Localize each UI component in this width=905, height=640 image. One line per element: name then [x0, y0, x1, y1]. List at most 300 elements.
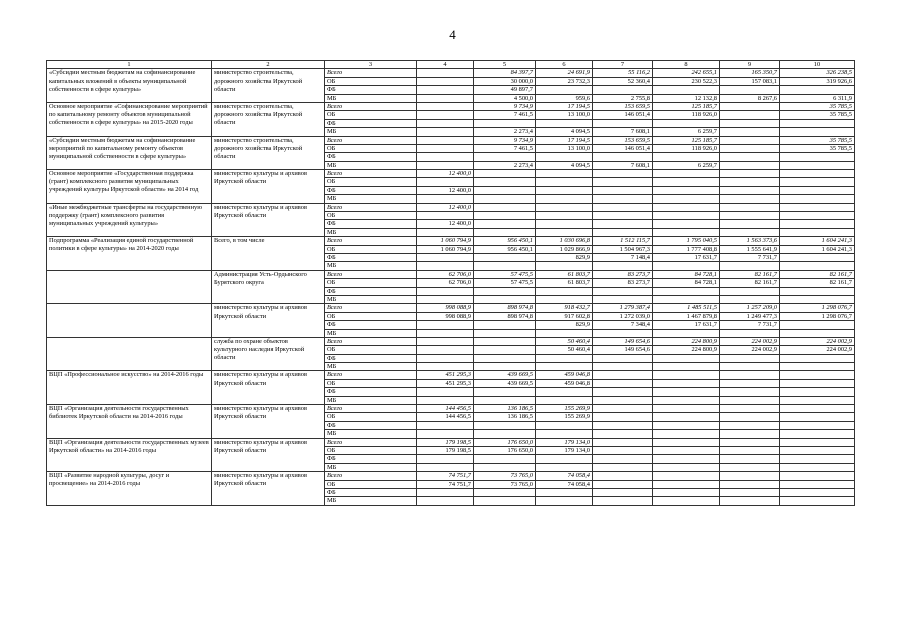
amount-cell: 84 728,1	[653, 279, 720, 287]
amount-cell	[593, 413, 653, 421]
amount-cell	[720, 295, 780, 303]
table-row	[47, 136, 855, 144]
amount-cell	[417, 253, 474, 261]
amount-cell	[474, 203, 536, 211]
amount-cell	[780, 295, 855, 303]
amount-cell	[653, 472, 720, 480]
amount-cell	[474, 287, 536, 295]
amount-cell: 6 259,7	[653, 161, 720, 169]
amount-cell: 998 088,9	[417, 304, 474, 312]
responsible-cell: министерство строительства, дорожного хозяйства Иркутской области	[212, 102, 325, 136]
amount-cell	[417, 337, 474, 345]
table-row	[47, 337, 855, 345]
amount-cell: 12 400,0	[417, 186, 474, 194]
amount-cell: 35 785,5	[780, 136, 855, 144]
funding-source-cell: ФБ	[325, 186, 417, 194]
activity-name-cell: Подпрограмма «Реализация единой государственной политики в сфере культуры» на 2014-2020 годы	[47, 237, 212, 271]
funding-source-cell: ФБ	[325, 388, 417, 396]
amount-cell: 179 134,0	[536, 446, 593, 454]
amount-cell: 149 654,6	[593, 337, 653, 345]
column-header: 2	[212, 61, 325, 69]
amount-cell: 1 795 040,5	[653, 237, 720, 245]
funding-source-cell: Всего	[325, 371, 417, 379]
amount-cell: 1 604 241,3	[780, 237, 855, 245]
amount-cell: 62 706,0	[417, 270, 474, 278]
amount-cell: 179 198,5	[417, 446, 474, 454]
amount-cell: 155 269,9	[536, 405, 593, 413]
amount-cell	[474, 220, 536, 228]
amount-cell: 136 186,5	[474, 405, 536, 413]
amount-cell: 146 051,4	[593, 144, 653, 152]
amount-cell	[780, 170, 855, 178]
amount-cell: 50 460,4	[536, 337, 593, 345]
amount-cell: 7 348,4	[593, 321, 653, 329]
amount-cell: 319 926,6	[780, 77, 855, 85]
amount-cell	[653, 413, 720, 421]
funding-source-cell: ОБ	[325, 346, 417, 354]
amount-cell	[653, 203, 720, 211]
table-row	[47, 472, 855, 480]
amount-cell	[474, 195, 536, 203]
amount-cell	[474, 488, 536, 496]
amount-cell	[720, 203, 780, 211]
amount-cell	[780, 329, 855, 337]
amount-cell	[720, 287, 780, 295]
amount-cell	[474, 337, 536, 345]
amount-cell: 12 400,0	[417, 203, 474, 211]
amount-cell	[780, 455, 855, 463]
amount-cell	[417, 77, 474, 85]
amount-cell	[653, 295, 720, 303]
amount-cell: 55 116,2	[593, 69, 653, 77]
table-row	[47, 237, 855, 245]
amount-cell	[780, 463, 855, 471]
amount-cell	[536, 396, 593, 404]
amount-cell: 179 198,5	[417, 438, 474, 446]
amount-cell: 2 273,4	[474, 128, 536, 136]
amount-cell	[417, 69, 474, 77]
amount-cell	[417, 346, 474, 354]
table-row	[47, 170, 855, 178]
amount-cell	[720, 170, 780, 178]
amount-cell: 829,9	[536, 321, 593, 329]
activity-name-cell: «Иные межбюджетные трансферты на государственную поддержку (грант) комплексного развития муниципальных учреждений культуры»	[47, 203, 212, 237]
amount-cell	[417, 144, 474, 152]
amount-cell	[536, 186, 593, 194]
amount-cell	[417, 388, 474, 396]
amount-cell: 2 755,8	[593, 94, 653, 102]
amount-cell: 7 731,7	[720, 321, 780, 329]
amount-cell	[780, 253, 855, 261]
table-row	[47, 405, 855, 413]
amount-cell	[780, 363, 855, 371]
amount-cell: 4 094,5	[536, 161, 593, 169]
amount-cell	[417, 497, 474, 505]
column-header: 7	[593, 61, 653, 69]
amount-cell: 1 249 477,3	[720, 312, 780, 320]
amount-cell	[593, 463, 653, 471]
amount-cell: 23 732,3	[536, 77, 593, 85]
amount-cell	[720, 438, 780, 446]
column-header: 8	[653, 61, 720, 69]
amount-cell: 459 046,8	[536, 371, 593, 379]
amount-cell	[720, 388, 780, 396]
amount-cell: 8 267,6	[720, 94, 780, 102]
amount-cell	[720, 396, 780, 404]
amount-cell	[593, 195, 653, 203]
amount-cell: 84 728,1	[653, 270, 720, 278]
amount-cell: 149 654,6	[593, 346, 653, 354]
amount-cell	[593, 396, 653, 404]
amount-cell	[474, 186, 536, 194]
amount-cell	[653, 119, 720, 127]
amount-cell	[417, 295, 474, 303]
amount-cell	[593, 228, 653, 236]
amount-cell	[780, 371, 855, 379]
amount-cell: 9 734,9	[474, 136, 536, 144]
amount-cell: 1 298 076,7	[780, 304, 855, 312]
funding-source-cell: ФБ	[325, 86, 417, 94]
amount-cell: 7 608,1	[593, 161, 653, 169]
funding-source-cell: МБ	[325, 295, 417, 303]
amount-cell: 73 765,0	[474, 480, 536, 488]
amount-cell	[417, 212, 474, 220]
amount-cell: 118 926,0	[653, 111, 720, 119]
amount-cell: 1 298 076,7	[780, 312, 855, 320]
amount-cell: 17 631,7	[653, 253, 720, 261]
amount-cell	[720, 102, 780, 110]
amount-cell	[653, 363, 720, 371]
funding-source-cell: ФБ	[325, 253, 417, 261]
amount-cell: 224 002,9	[720, 337, 780, 345]
funding-source-cell: Всего	[325, 69, 417, 77]
amount-cell	[720, 488, 780, 496]
amount-cell	[780, 186, 855, 194]
amount-cell	[474, 430, 536, 438]
amount-cell	[536, 212, 593, 220]
amount-cell	[653, 463, 720, 471]
amount-cell	[720, 329, 780, 337]
amount-cell	[536, 329, 593, 337]
amount-cell	[653, 153, 720, 161]
amount-cell	[593, 421, 653, 429]
amount-cell: 1 060 794,9	[417, 237, 474, 245]
amount-cell	[417, 136, 474, 144]
amount-cell	[474, 119, 536, 127]
amount-cell: 24 691,9	[536, 69, 593, 77]
amount-cell: 224 002,9	[780, 346, 855, 354]
funding-source-cell: Всего	[325, 237, 417, 245]
amount-cell	[536, 86, 593, 94]
amount-cell	[536, 170, 593, 178]
amount-cell: 74 058,4	[536, 472, 593, 480]
responsible-cell: Всего, в том числе	[212, 237, 325, 271]
amount-cell: 918 432,7	[536, 304, 593, 312]
amount-cell: 230 522,3	[653, 77, 720, 85]
amount-cell	[653, 497, 720, 505]
amount-cell: 898 974,8	[474, 304, 536, 312]
amount-cell: 959,6	[536, 94, 593, 102]
activity-name-cell	[47, 270, 212, 304]
amount-cell: 451 295,3	[417, 371, 474, 379]
amount-cell: 224 800,9	[653, 337, 720, 345]
funding-source-cell: ОБ	[325, 111, 417, 119]
amount-cell: 956 450,1	[474, 245, 536, 253]
amount-cell	[653, 488, 720, 496]
table-row	[47, 270, 855, 278]
amount-cell	[417, 455, 474, 463]
amount-cell: 829,9	[536, 253, 593, 261]
amount-cell	[417, 321, 474, 329]
amount-cell: 57 475,5	[474, 279, 536, 287]
amount-cell: 49 897,7	[474, 86, 536, 94]
amount-cell	[593, 153, 653, 161]
amount-cell	[653, 446, 720, 454]
amount-cell: 176 650,0	[474, 438, 536, 446]
amount-cell	[720, 405, 780, 413]
responsible-cell: Администрация Усть-Ордынского Бурятского округа	[212, 270, 325, 304]
amount-cell: 224 002,9	[720, 346, 780, 354]
amount-cell	[474, 321, 536, 329]
funding-source-cell: ОБ	[325, 312, 417, 320]
amount-cell	[720, 262, 780, 270]
amount-cell	[720, 111, 780, 119]
funding-source-cell: Всего	[325, 472, 417, 480]
amount-cell: 144 456,5	[417, 405, 474, 413]
amount-cell: 12 132,8	[653, 94, 720, 102]
funding-source-cell: МБ	[325, 396, 417, 404]
amount-cell	[653, 371, 720, 379]
amount-cell: 6 259,7	[653, 128, 720, 136]
funding-source-cell: ОБ	[325, 413, 417, 421]
amount-cell	[780, 413, 855, 421]
amount-cell	[593, 438, 653, 446]
column-header: 10	[780, 61, 855, 69]
amount-cell	[653, 220, 720, 228]
amount-cell	[780, 354, 855, 362]
amount-cell: 12 400,0	[417, 220, 474, 228]
funding-source-cell: ОБ	[325, 379, 417, 387]
amount-cell	[720, 463, 780, 471]
amount-cell: 459 046,8	[536, 379, 593, 387]
activity-name-cell	[47, 304, 212, 338]
amount-cell	[653, 388, 720, 396]
amount-cell	[653, 455, 720, 463]
amount-cell: 35 785,5	[780, 144, 855, 152]
amount-cell	[780, 153, 855, 161]
amount-cell	[593, 178, 653, 186]
amount-cell	[593, 354, 653, 362]
funding-source-cell: МБ	[325, 463, 417, 471]
amount-cell	[780, 86, 855, 94]
amount-cell: 82 161,7	[720, 270, 780, 278]
amount-cell	[780, 396, 855, 404]
amount-cell: 439 669,5	[474, 371, 536, 379]
amount-cell	[653, 228, 720, 236]
amount-cell	[593, 379, 653, 387]
amount-cell	[417, 178, 474, 186]
funding-source-cell: МБ	[325, 363, 417, 371]
amount-cell	[593, 388, 653, 396]
amount-cell	[720, 363, 780, 371]
amount-cell	[593, 480, 653, 488]
amount-cell	[720, 153, 780, 161]
amount-cell	[720, 136, 780, 144]
amount-cell	[536, 287, 593, 295]
amount-cell	[720, 212, 780, 220]
amount-cell	[536, 178, 593, 186]
funding-source-cell: МБ	[325, 94, 417, 102]
amount-cell	[780, 430, 855, 438]
amount-cell	[417, 396, 474, 404]
amount-cell	[417, 262, 474, 270]
amount-cell: 61 803,7	[536, 270, 593, 278]
amount-cell	[417, 363, 474, 371]
amount-cell	[474, 463, 536, 471]
amount-cell	[417, 128, 474, 136]
amount-cell	[653, 329, 720, 337]
funding-source-cell: ФБ	[325, 354, 417, 362]
amount-cell	[780, 421, 855, 429]
amount-cell	[536, 295, 593, 303]
amount-cell: 13 100,0	[536, 111, 593, 119]
amount-cell	[780, 287, 855, 295]
amount-cell: 7 148,4	[593, 253, 653, 261]
amount-cell	[593, 186, 653, 194]
amount-cell	[536, 363, 593, 371]
activity-name-cell	[47, 337, 212, 371]
amount-cell	[593, 405, 653, 413]
amount-cell: 13 100,0	[536, 144, 593, 152]
amount-cell	[593, 287, 653, 295]
amount-cell	[536, 203, 593, 211]
amount-cell	[720, 144, 780, 152]
amount-cell	[474, 497, 536, 505]
funding-source-cell: ФБ	[325, 220, 417, 228]
activity-name-cell: Основное мероприятие «Софинансирование мероприятий по капитальному ремонту объектов муниципальной собственности в сфере культуры» на 2015-2020 годы	[47, 102, 212, 136]
amount-cell: 35 785,5	[780, 111, 855, 119]
amount-cell	[780, 212, 855, 220]
funding-source-cell: Всего	[325, 136, 417, 144]
activity-name-cell: ВЦП «Организация деятельности государственных библиотек Иркутской области на 2014-2016 годы	[47, 405, 212, 439]
amount-cell	[417, 86, 474, 94]
amount-cell: 52 360,4	[593, 77, 653, 85]
amount-cell: 74 058,4	[536, 480, 593, 488]
amount-cell	[417, 119, 474, 127]
amount-cell: 144 456,5	[417, 413, 474, 421]
amount-cell: 1 777 408,8	[653, 245, 720, 253]
amount-cell	[780, 321, 855, 329]
funding-source-cell: ОБ	[325, 245, 417, 253]
amount-cell: 917 602,8	[536, 312, 593, 320]
amount-cell: 4 500,0	[474, 94, 536, 102]
amount-cell: 1 485 511,5	[653, 304, 720, 312]
amount-cell: 1 467 879,8	[653, 312, 720, 320]
amount-cell	[593, 119, 653, 127]
amount-cell: 30 000,0	[474, 77, 536, 85]
amount-cell	[720, 161, 780, 169]
amount-cell	[780, 119, 855, 127]
funding-source-cell: ОБ	[325, 178, 417, 186]
amount-cell	[653, 379, 720, 387]
amount-cell: 1 272 039,0	[593, 312, 653, 320]
amount-cell	[653, 438, 720, 446]
amount-cell: 439 669,5	[474, 379, 536, 387]
amount-cell	[653, 430, 720, 438]
amount-cell	[417, 161, 474, 169]
amount-cell	[536, 463, 593, 471]
amount-cell	[780, 480, 855, 488]
amount-cell: 157 083,1	[720, 77, 780, 85]
amount-cell	[653, 354, 720, 362]
funding-source-cell: ФБ	[325, 421, 417, 429]
amount-cell	[720, 195, 780, 203]
amount-cell	[474, 329, 536, 337]
amount-cell: 451 295,3	[417, 379, 474, 387]
funding-source-cell: ОБ	[325, 446, 417, 454]
amount-cell: 6 311,9	[780, 94, 855, 102]
amount-cell	[720, 497, 780, 505]
activity-name-cell: ВЦП «Организация деятельности государственных музеев Иркутской области» на 2014-2016 годы	[47, 438, 212, 472]
amount-cell	[593, 430, 653, 438]
amount-cell	[474, 262, 536, 270]
activity-name-cell: «Субсидии местным бюджетам на софинансирование мероприятий по капитальному ремонту объектов муниципальной собственности в сфере культуры»	[47, 136, 212, 170]
amount-cell	[474, 253, 536, 261]
amount-cell	[474, 396, 536, 404]
amount-cell: 17 194,5	[536, 136, 593, 144]
amount-cell	[417, 421, 474, 429]
amount-cell: 136 186,5	[474, 413, 536, 421]
amount-cell	[593, 262, 653, 270]
table-row	[47, 102, 855, 110]
amount-cell	[536, 220, 593, 228]
amount-cell	[536, 228, 593, 236]
amount-cell	[593, 488, 653, 496]
funding-source-cell: МБ	[325, 329, 417, 337]
amount-cell	[536, 119, 593, 127]
amount-cell	[417, 329, 474, 337]
amount-cell	[417, 195, 474, 203]
table-row	[47, 438, 855, 446]
amount-cell: 125 185,7	[653, 136, 720, 144]
amount-cell	[780, 472, 855, 480]
amount-cell	[474, 354, 536, 362]
funding-source-cell: МБ	[325, 161, 417, 169]
funding-source-cell: ОБ	[325, 77, 417, 85]
amount-cell	[720, 354, 780, 362]
amount-cell: 146 051,4	[593, 111, 653, 119]
amount-cell	[536, 388, 593, 396]
responsible-cell: служба по охране объектов культурного наследия Иркутской области	[212, 337, 325, 371]
funding-source-cell: Всего	[325, 270, 417, 278]
amount-cell: 17 194,5	[536, 102, 593, 110]
amount-cell: 998 088,9	[417, 312, 474, 320]
amount-cell: 1 257 209,0	[720, 304, 780, 312]
amount-cell	[720, 128, 780, 136]
amount-cell: 57 475,5	[474, 270, 536, 278]
amount-cell	[593, 170, 653, 178]
activity-name-cell: «Субсидии местным бюджетам на софинансирование капитальных вложений в объекты муниципальной собственности в сфере культуры»	[47, 69, 212, 103]
amount-cell: 165 350,7	[720, 69, 780, 77]
activity-name-cell: Основное мероприятие «Государственная поддержка (грант) комплексного развития муниципальных учреждений культуры Иркутской области» на 2014 год	[47, 170, 212, 204]
amount-cell	[417, 102, 474, 110]
amount-cell	[417, 430, 474, 438]
amount-cell	[780, 161, 855, 169]
funding-source-cell: ФБ	[325, 321, 417, 329]
amount-cell	[653, 287, 720, 295]
amount-cell: 74 751,7	[417, 480, 474, 488]
funding-source-cell: МБ	[325, 195, 417, 203]
